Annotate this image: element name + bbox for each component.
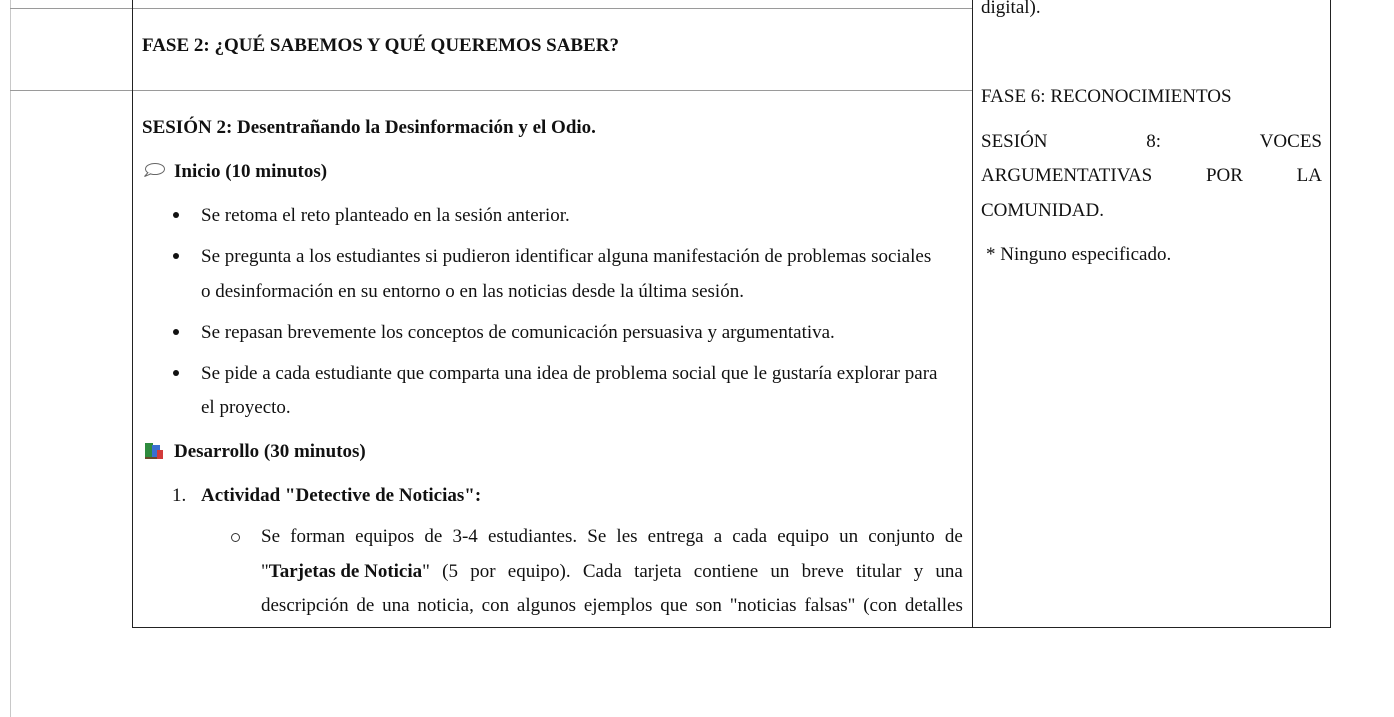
activity-word: breve [801, 561, 844, 582]
activity-word: ejemplos [583, 595, 653, 616]
inicio-bullet-4-continued: el proyecto. [201, 397, 291, 418]
activity-word: un [770, 561, 790, 582]
column-divider-right [1330, 0, 1331, 628]
inicio-title: Inicio (10 minutos) [174, 161, 328, 182]
activity-word: cada [732, 526, 768, 547]
activity-word: de [424, 526, 443, 547]
session8-word: LA [1296, 165, 1322, 186]
activity-word: noticia, [417, 595, 474, 616]
session8-word: 8: [1146, 131, 1161, 152]
speech-bubble-icon [143, 162, 165, 178]
phase6-title: FASE 6: RECONOCIMIENTOS [981, 86, 1232, 107]
session2-title: SESIÓN 2: Desentrañando la Desinformación y el Odio. [142, 117, 596, 138]
bullet-marker [173, 329, 179, 335]
table-bottom-border [132, 627, 1331, 628]
inicio-bullet-2: Se pregunta a los estudiantes si pudieron identificar alguna manifestación de problemas sociales [201, 246, 932, 267]
activity-word: titular [856, 561, 902, 582]
activity-line-1 [261, 527, 963, 546]
activity-word: falsas" [804, 595, 856, 616]
books-icon [143, 441, 165, 461]
inicio-bullet-4: Se pide a cada estudiante que comparta una idea de problema social que le gustaría explorar para [201, 363, 938, 384]
activity-word: equipo). [507, 561, 571, 582]
session8-line-1 [981, 132, 1322, 151]
activity-word: de [356, 595, 375, 616]
page-edge [10, 0, 11, 717]
activity-word: una [935, 561, 963, 582]
activity-word: conjunto [868, 526, 935, 547]
row-divider-top [10, 8, 972, 9]
session8-word: SESIÓN [981, 131, 1048, 152]
session8-word: ARGUMENTATIVAS [981, 165, 1153, 186]
activity-word: y [913, 561, 924, 582]
activity-word: entrega [647, 526, 704, 547]
session8-line-3: COMUNIDAD. [981, 200, 1104, 221]
row-divider-middle [10, 90, 972, 91]
activity-word: por [470, 561, 496, 582]
activity-word: con [481, 595, 510, 616]
bullet-marker [173, 370, 179, 376]
activity-word: de [944, 526, 963, 547]
session8-word: VOCES [1259, 131, 1322, 152]
activity-word: 3-4 [452, 526, 478, 547]
inicio-bullet-3: Se repasan brevemente los conceptos de comunicación persuasiva y argumentativa. [201, 322, 835, 343]
activity-word: equipos [355, 526, 415, 547]
activity-word: "noticias [729, 595, 797, 616]
desarrollo-title: Desarrollo (30 minutos) [174, 441, 366, 462]
activity-word: un [839, 526, 859, 547]
activity-line-3 [261, 596, 963, 615]
activity-word: contiene [693, 561, 759, 582]
activity-word: les [616, 526, 638, 547]
column-divider-left [132, 0, 133, 628]
activity-word: detalles [904, 595, 963, 616]
activity-word: Cada [582, 561, 622, 582]
activity-word: Se [587, 526, 607, 547]
activity-word: tarjeta [634, 561, 682, 582]
bullet-marker [173, 253, 179, 259]
column-divider-center [972, 0, 973, 628]
activity-word: descripción [261, 595, 349, 616]
activity-word: (5 [442, 561, 458, 582]
activity-line-2-lead: "Tarjetas de Noticia" [261, 561, 430, 582]
activity-word: que [660, 595, 688, 616]
activity-title: Actividad "Detective de Noticias": [201, 485, 482, 506]
activity-line-2 [261, 562, 963, 581]
sub-bullet-marker [231, 533, 240, 542]
no-specified-note: * Ninguno especificado. [986, 244, 1172, 265]
activity-word: equipo [777, 526, 829, 547]
activity-word: algunos [516, 595, 577, 616]
activity-word: una [382, 595, 410, 616]
activity-word: (con [863, 595, 897, 616]
bullet-marker [173, 212, 179, 218]
news-cards-term: Tarjetas de Noticia [268, 561, 423, 582]
activity-word: forman [290, 526, 346, 547]
activity-word: Se [261, 526, 280, 547]
phase2-title: FASE 2: ¿QUÉ SABEMOS Y QUÉ QUEREMOS SABER? [142, 35, 620, 56]
inicio-bullet-1: Se retoma el reto planteado en la sesión anterior. [201, 205, 570, 226]
session8-word: POR [1205, 165, 1243, 186]
session8-line-2 [981, 166, 1322, 185]
previous-cell-fragment: digital). [981, 0, 1041, 18]
inicio-bullet-2-continued: o desinformación en su entorno o en las noticias desde la última sesión. [201, 281, 744, 302]
activity-word: estudiantes. [487, 526, 578, 547]
activity-word: son [695, 595, 722, 616]
list-number: 1. [172, 485, 187, 506]
activity-word: a [713, 526, 723, 547]
